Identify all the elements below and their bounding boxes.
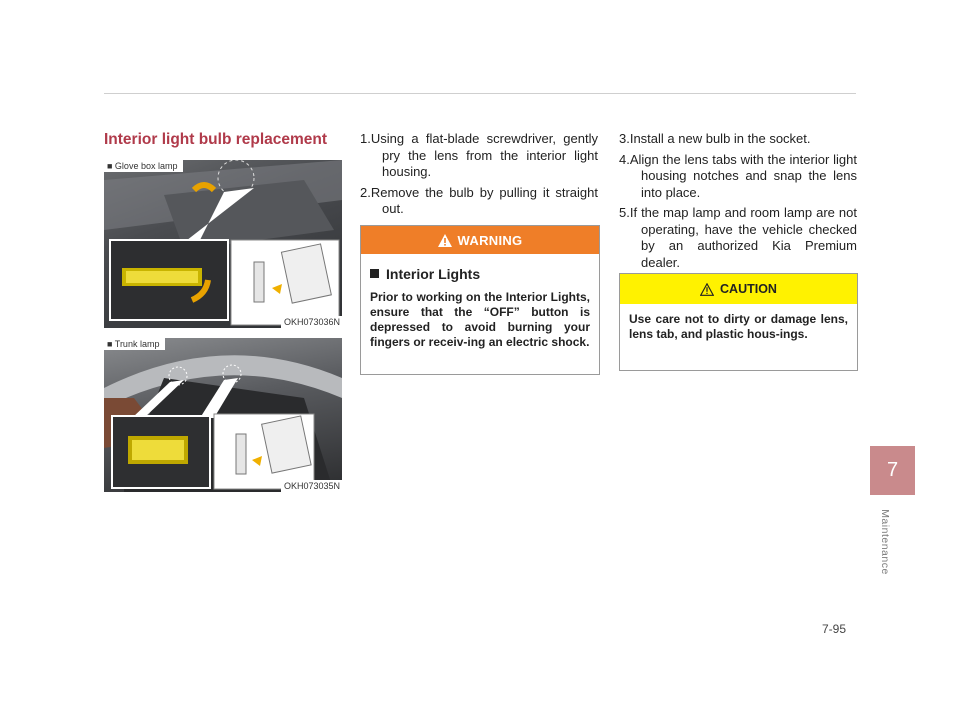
steps-list-left — [360, 131, 598, 222]
header-rule — [104, 93, 856, 94]
caution-box — [619, 273, 858, 371]
step-item: 1.Using a flat-blade screwdriver, gently pry the lens from the interior light housing. — [360, 131, 598, 179]
warning-header-label: WARNING — [457, 232, 523, 248]
caution-text: Use care not to dirty or damage lens, lens tab, and plastic hous-ings. — [629, 312, 848, 341]
step-item: 2.Remove the bulb by pulling it straight out. — [360, 184, 598, 216]
step-item: 3.Install a new bulb in the socket. — [619, 131, 811, 146]
trunk-lamp-label: ■ Trunk lamp — [104, 338, 165, 350]
chapter-tab: 7 — [870, 446, 915, 495]
section-title: Interior light bulb replacement — [104, 131, 328, 148]
trunk-lamp-illustration — [104, 338, 342, 492]
caution-triangle-icon — [700, 283, 714, 296]
trunk-lamp-figure — [104, 338, 342, 492]
glove-box-figure-code: OKH073036N — [281, 316, 342, 328]
page-number: 7-95 — [822, 622, 847, 636]
warning-triangle-icon — [438, 234, 452, 247]
caution-header-label: CAUTION — [720, 282, 777, 296]
step-item: 5.If the map lamp and room lamp are not operating, have the vehicle checked by an authorized Kia Premium dealer. — [619, 205, 857, 270]
trunk-figure-code: OKH073035N — [281, 480, 342, 492]
chapter-side-label — [876, 504, 894, 580]
warning-text: Prior to working on the Interior Lights, ensure that the “OFF” button is depressed to avoid burning your fingers or receiv-ing an electric shock. — [370, 290, 590, 349]
warning-subtitle — [370, 266, 599, 282]
steps-list-right — [619, 131, 857, 275]
glove-box-lamp-figure — [104, 160, 342, 328]
glove-box-lamp-illustration — [104, 160, 342, 328]
caution-header — [620, 274, 857, 304]
glove-box-lamp-label: ■ Glove box lamp — [104, 160, 183, 172]
warning-box — [360, 225, 600, 375]
warning-subtitle-text: Interior Lights — [386, 266, 481, 282]
chapter-name: Maintenance — [879, 509, 891, 575]
warning-header — [361, 226, 599, 254]
square-bullet-icon — [370, 269, 379, 278]
step-item: 4.Align the lens tabs with the interior light housing notches and snap the lens into place. — [619, 151, 857, 200]
